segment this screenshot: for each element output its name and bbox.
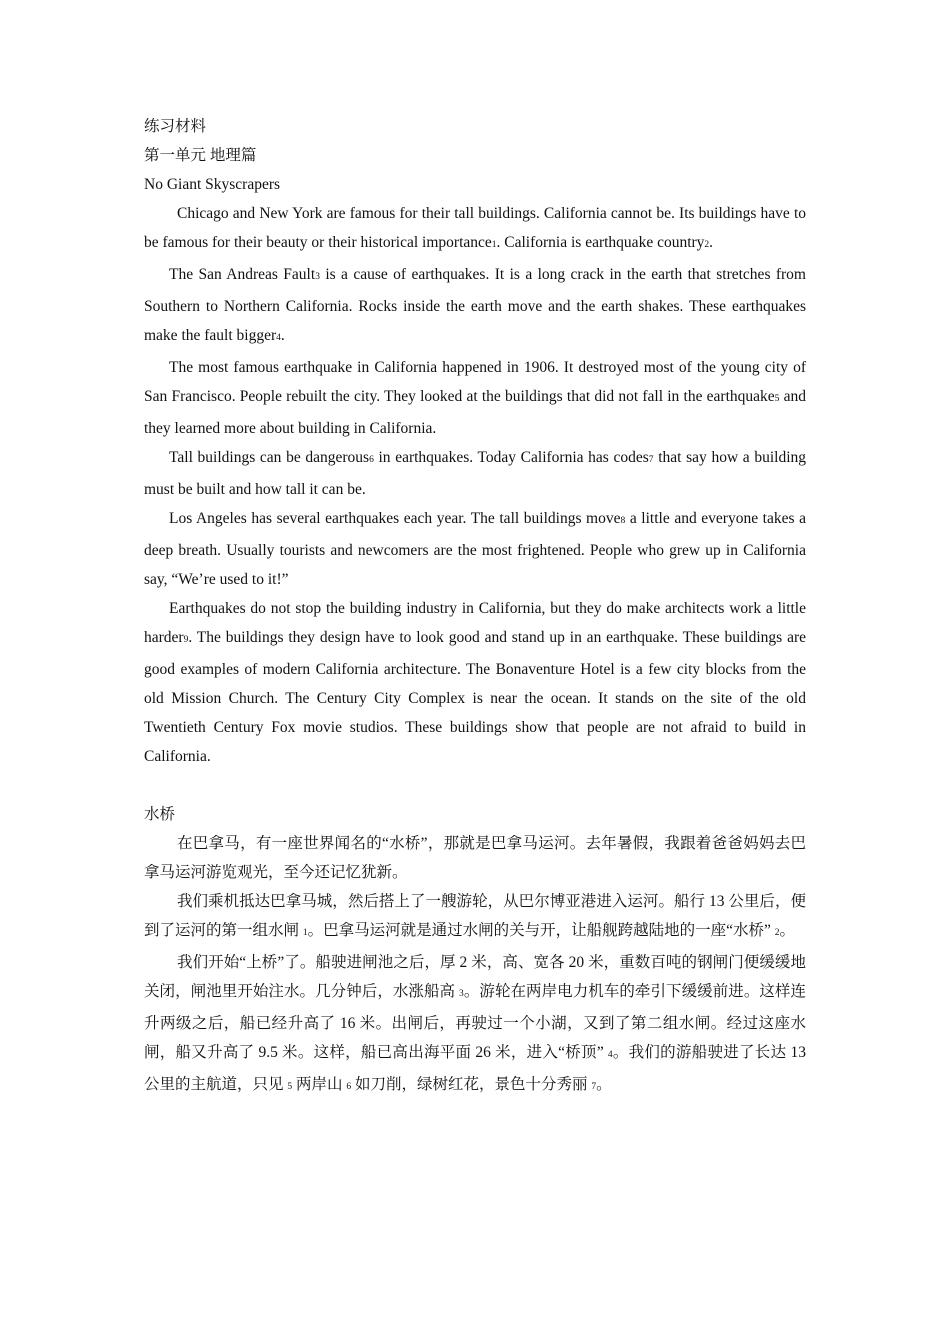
english-article-title: No Giant Skyscrapers: [144, 176, 281, 193]
chinese-article: [144, 800, 806, 1102]
text-segment: .: [280, 327, 285, 344]
text-segment: in earthquakes. Today California has codes: [373, 449, 649, 466]
footnote-marker: 9: [183, 635, 189, 645]
text-segment: 。: [596, 1076, 612, 1093]
text-segment: 。我们的游船驶进了长达 13 公里的主航道，只见: [144, 1044, 806, 1093]
footnote-marker: 7: [648, 455, 654, 465]
text-segment: that say how a building must be built and how tall it can be.: [144, 449, 807, 498]
text-segment: and they learned more about building in California.: [144, 388, 806, 437]
footnote-marker: 3: [459, 989, 464, 999]
text-segment: Los Angeles has several earthquakes each year. The tall buildings move: [169, 510, 621, 527]
footnote-marker: 4: [276, 333, 281, 343]
text-segment: 在巴拿马，有一座世界闻名的“水桥”，那就是巴拿马运河。去年暑假，我跟着爸爸妈妈去巴拿马运河游览观光，至今还记忆犹新。: [144, 835, 806, 881]
document-page: [144, 112, 806, 1102]
footnote-marker: 3: [315, 272, 320, 282]
text-segment: is a cause of earthquakes. It is a long crack in the earth that stretches from Southern to Northern California. Rocks inside the earth move and the earth shakes. These earthquakes make the fault bigger: [144, 266, 806, 344]
text-segment: 两岸山: [292, 1076, 347, 1093]
footnote-marker: 1: [302, 928, 308, 938]
paragraph: [144, 829, 806, 887]
paragraph: [144, 260, 806, 353]
footnote-marker: 1: [491, 240, 497, 250]
text-segment: 如刀削，绿树红花，景色十分秀丽: [351, 1076, 592, 1093]
text-segment: Earthquakes do not stop the building industry in California, but they do make architects work a little harder: [144, 600, 806, 646]
paragraph: [144, 443, 806, 504]
paragraph: [144, 594, 806, 771]
text-segment: The San Andreas Fault: [169, 266, 316, 283]
paragraph: [144, 504, 806, 594]
footnote-marker: 8: [620, 516, 626, 526]
footnote-marker: 2: [704, 240, 710, 250]
footnote-marker: 6: [346, 1082, 352, 1092]
paragraph: [144, 199, 806, 260]
text-segment: . The buildings they design have to look good and stand up in an earthquake. These buildings are good examples of modern California architecture. The Bonaventure Hotel is a few city blocks from the old Mission Church. The Century City Complex is near the ocean. It stands on the site of the old Twentieth Century Fox movie studios. These buildings show that people are not afraid to build in California.: [144, 629, 806, 765]
text-segment: The most famous earthquake in California happened in 1906. It destroyed most of the young city of San Francisco. People rebuilt the city. They looked at the buildings that did not fall in the earthquake: [144, 359, 806, 405]
text-segment: . California is earthquake country: [496, 234, 705, 251]
english-article: [144, 170, 806, 771]
text-segment: 。: [779, 922, 796, 939]
text-segment: 。巴拿马运河就是通过水闸的关与开，让船舰跨越陆地的一座“水桥”: [307, 922, 775, 939]
english-article-body: [144, 199, 806, 771]
text-segment: Tall buildings can be dangerous: [169, 449, 370, 466]
footnote-marker: 4: [607, 1050, 613, 1060]
text-segment: 。游轮在两岸电力机车的牵引下缓缓前进。这样连升两级之后，船已经升高了 16 米。出闸后，再驶过一个小湖，又到了第二组水闸。经过这座水闸，船又升高了 9.5 米。这样，船已高出海平面 26 米，进入“桥顶”: [144, 983, 806, 1061]
footnote-marker: 7: [591, 1082, 597, 1092]
footnote-marker: 6: [369, 455, 374, 465]
chinese-article-body: [144, 829, 806, 1102]
text-segment: .: [709, 234, 714, 251]
paragraph: [144, 887, 806, 948]
header-line-1: 练习材料: [144, 118, 207, 135]
paragraph: [144, 948, 806, 1102]
text-segment: a little and everyone takes a deep breath. Usually tourists and newcomers are the most frightened. People who grew up in California say, “We’re used to it!”: [144, 510, 806, 588]
paragraph: [144, 353, 806, 443]
text-segment: Chicago and New York are famous for their tall buildings. California cannot be. Its buildings have to be famous for their beauty or their historical importance: [144, 205, 806, 251]
chinese-article-title: 水桥: [144, 806, 176, 823]
footnote-marker: 5: [774, 394, 780, 404]
section-gap: [144, 771, 806, 800]
footnote-marker: 2: [774, 928, 780, 938]
header-line-2: 第一单元 地理篇: [144, 147, 257, 164]
text-segment: 我们开始“上桥”了。船驶进闸池之后，厚 2 米，高、宽各 20 米，重数百吨的钢闸门便缓缓地关闭，闸池里开始注水。几分钟后，水涨船高: [144, 954, 806, 1000]
footnote-marker: 5: [287, 1082, 293, 1092]
text-segment: 我们乘机抵达巴拿马城，然后搭上了一艘游轮，从巴尔博亚港进入运河。船行 13 公里后，便到了运河的第一组水闸: [144, 893, 806, 939]
